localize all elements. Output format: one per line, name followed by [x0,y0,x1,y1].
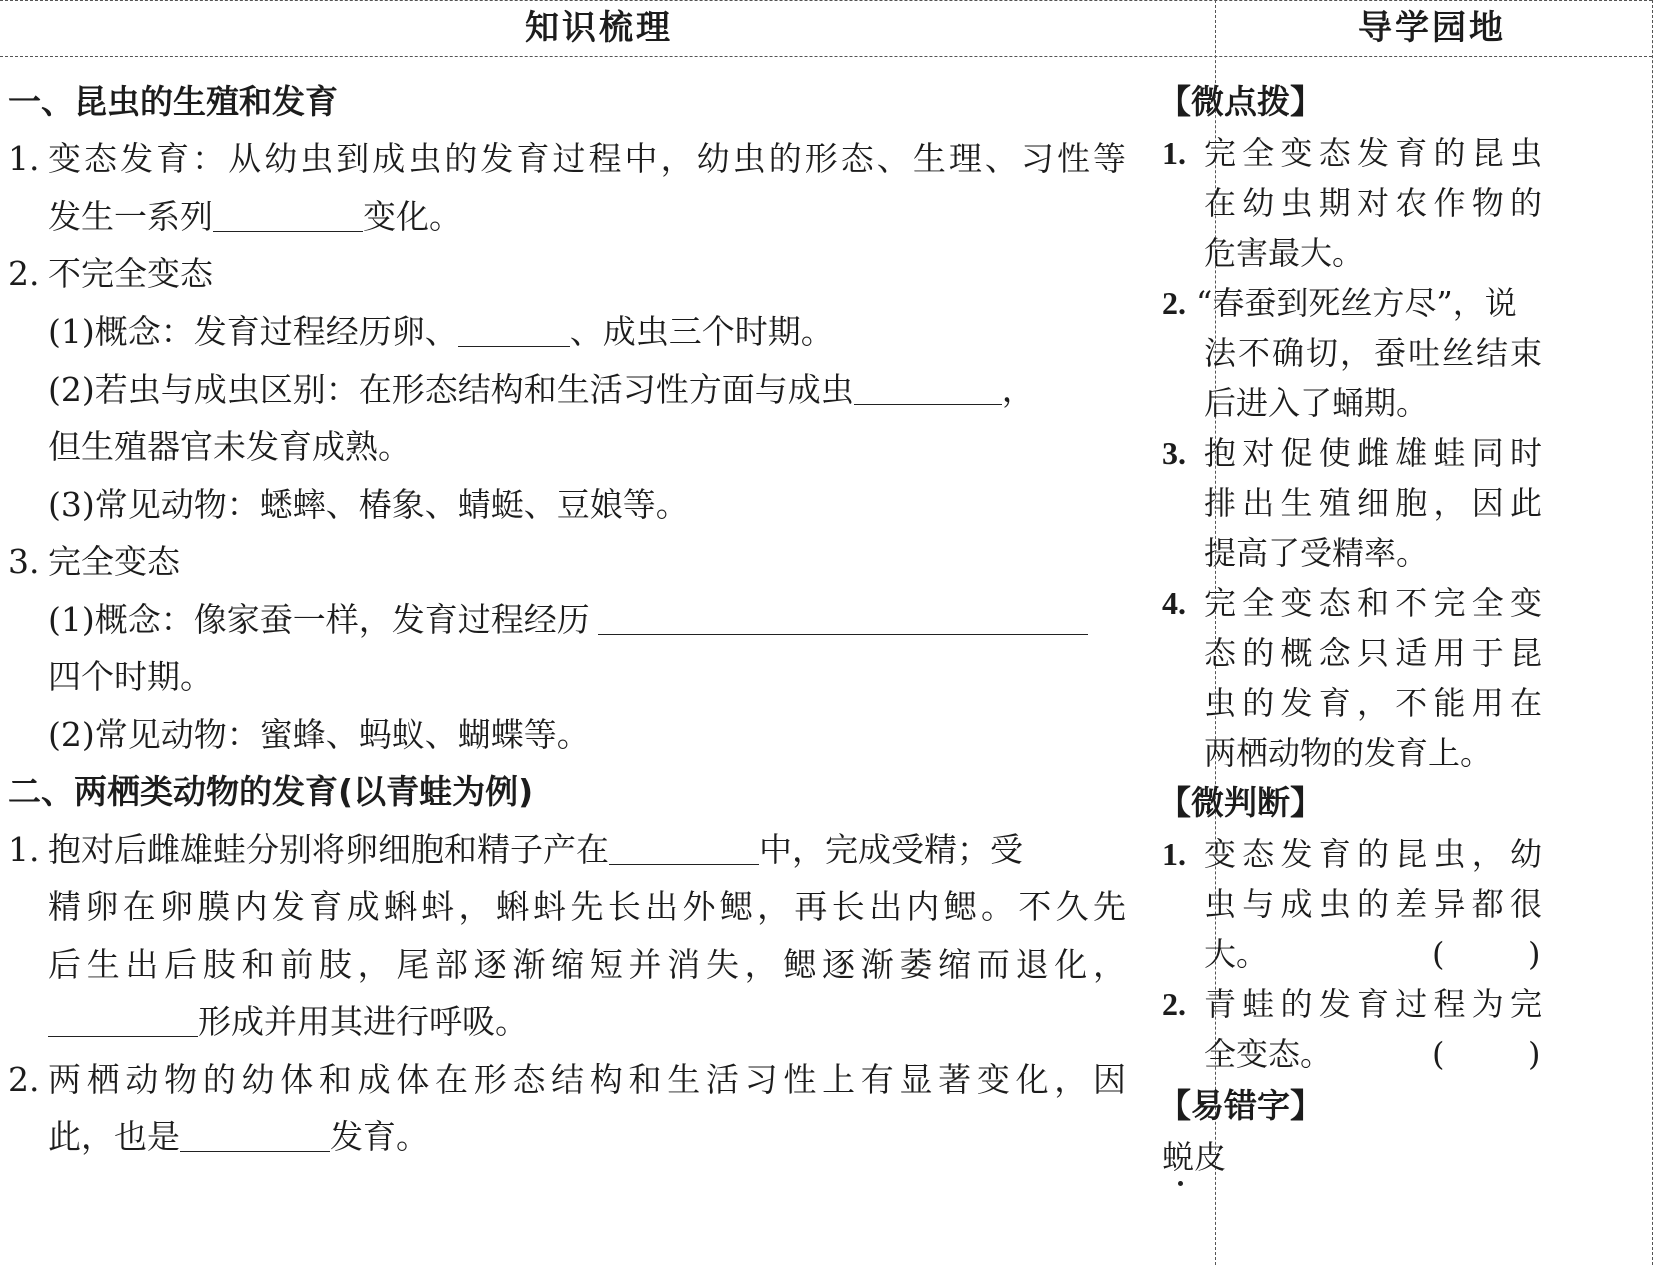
fill-blank[interactable] [213,201,363,232]
frog-development-line-4: 形成并用其进行呼吸。 [48,1002,528,1042]
tip-number: 2. [1162,285,1186,321]
judge-number: 2. [1162,986,1186,1022]
fill-blank[interactable] [458,316,570,347]
item-number: 1. [8,139,40,178]
judge-number: 1. [1162,836,1186,872]
typo-word: 蜕皮 [1162,1138,1227,1176]
top-border [0,0,1652,1]
tip-2-line-2: 法不确切，蚕吐丝结束 [1204,334,1542,372]
left-column-header: 知识梳理 [525,8,673,48]
tip-number: 1. [1162,135,1186,171]
emphasis-dot [1178,1181,1183,1186]
typo-heading: 【易错字】 [1158,1086,1323,1125]
incomplete-examples-line: (3)常见动物：蟋蟀、椿象、蜻蜓、豆娘等。 [48,485,689,524]
frog-development-line-2: 精卵在卵膜内发育成蝌蚪，蝌蚪先长出外鳃，再长出内鳃。不久先 [48,887,1126,926]
amphibian-metamorphosis-cont: 此，也是 发育。 [48,1117,429,1156]
answer-paren-right[interactable]: ) [1528,935,1541,973]
item-number: 1. [8,830,40,869]
tips-heading: 【微点拨】 [1158,82,1323,121]
tip-1-line-1: 完全变态发育的昆虫 [1204,134,1542,172]
tip-4-line-1: 完全变态和不完全变 [1204,584,1542,622]
frog-development-line-1: 抱对后雌雄蛙分别将卵细胞和精子产在 中，完成受精；受 [48,830,1023,869]
complete-examples-line: (2)常见动物：蜜蜂、蚂蚁、蝴蝶等。 [48,715,590,754]
answer-paren-right[interactable]: ) [1528,1035,1541,1073]
metamorphosis-definition-cont: 发生一系列 变化。 [48,197,462,236]
fill-blank[interactable] [48,1006,198,1037]
tip-2-line-1: “春蚕到死丝方尽”，说 [1196,284,1517,322]
judge-1-line-3: 大。 [1204,935,1269,973]
tip-4-line-3: 虫的发育，不能用在 [1204,684,1542,722]
right-column-header: 导学园地 [1358,8,1506,48]
complete-concept-cont: 四个时期。 [48,657,213,696]
judge-1-line-2: 虫与成虫的差异都很 [1204,885,1542,923]
tip-number: 4. [1162,585,1186,621]
incomplete-concept-line: (1)概念：发育过程经历卵、 、成虫三个时期。 [48,312,834,351]
answer-paren-left[interactable]: ( [1432,935,1445,973]
tip-3-line-3: 提高了受精率。 [1204,534,1429,572]
header-separator [0,56,1652,57]
item-number: 2. [8,254,40,293]
fill-blank[interactable] [180,1121,330,1152]
frog-development-line-3: 后生出后肢和前肢，尾部逐渐缩短并消失，鳃逐渐萎缩而退化， [48,945,1126,984]
tip-1-line-2: 在幼虫期对农作物的 [1204,184,1542,222]
nymph-difference-cont: 但生殖器官未发育成熟。 [48,427,411,466]
complete-metamorphosis-title: 完全变态 [48,542,180,581]
complete-concept-line: (1)概念：像家蚕一样，发育过程经历 [48,600,1088,640]
tip-3-line-2: 排出生殖细胞，因此 [1204,484,1542,522]
tip-2-line-3: 后进入了蛹期。 [1204,384,1429,422]
judge-2-line-2: 全变态。 [1204,1035,1333,1073]
item-number: 2. [8,1060,40,1099]
fill-blank[interactable] [598,604,1088,635]
section-heading-insect: 一、昆虫的生殖和发育 [8,82,338,121]
right-border [1652,0,1653,1265]
section-heading-amphibian: 二、两栖类动物的发育(以青蛙为例) [8,772,534,811]
item-number: 3. [8,542,40,581]
amphibian-metamorphosis-line: 两栖动物的幼体和成体在形态结构和生活习性上有显著变化，因 [48,1060,1126,1099]
tip-4-line-4: 两栖动物的发育上。 [1204,734,1493,772]
judge-heading: 【微判断】 [1158,783,1323,822]
nymph-difference-line: (2)若虫与成虫区别：在形态结构和生活习性方面与成虫 ， [48,370,1035,409]
judge-2-line-1: 青蛙的发育过程为完 [1204,985,1542,1023]
tip-4-line-2: 态的概念只适用于昆 [1204,634,1542,672]
tip-1-line-3: 危害最大。 [1204,234,1365,272]
fill-blank[interactable] [609,834,759,865]
fill-blank[interactable] [854,374,1002,405]
tip-3-line-1: 抱对促使雌雄蛙同时 [1204,434,1542,472]
metamorphosis-definition-line: 变态发育：从幼虫到成虫的发育过程中，幼虫的形态、生理、习性等 [48,139,1126,178]
judge-1-line-1: 变态发育的昆虫，幼 [1204,835,1542,873]
incomplete-metamorphosis-title: 不完全变态 [48,254,213,293]
answer-paren-left[interactable]: ( [1432,1035,1445,1073]
tip-number: 3. [1162,435,1186,471]
